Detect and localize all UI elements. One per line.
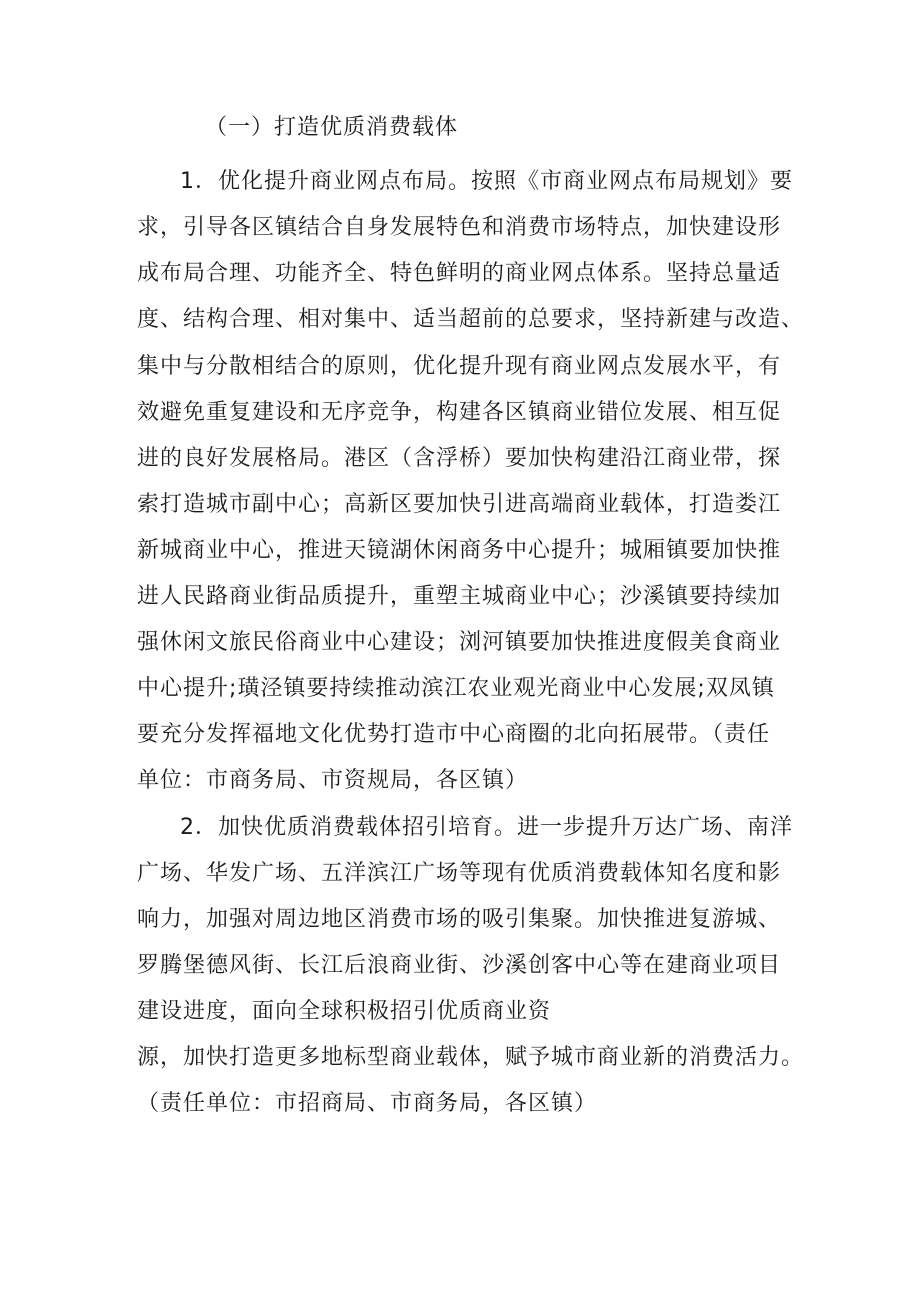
paragraph-line: 中心提升;璜泾镇要持续推动滨江农业观光商业中心发展;双凤镇 xyxy=(137,676,775,701)
paragraph-line: 进的良好发展格局。港区（含浮桥）要加快构建沿江商业带，探 xyxy=(137,446,782,471)
paragraph-line: 1．优化提升商业网点布局。按照《市商业网点布局规划》要 xyxy=(180,169,793,194)
paragraph-line: 响力，加强对周边地区消费市场的吸引集聚。加快推进复游城、 xyxy=(137,907,782,932)
paragraph-line: 集中与分散相结合的原则，优化提升现有商业网点发展水平，有 xyxy=(137,354,782,379)
paragraph-line: 要充分发挥福地文化优势打造市中心商圈的北向拓展带。（责任 xyxy=(137,722,771,747)
paragraph-line: 单位：市商务局、市资规局，各区镇） xyxy=(137,768,529,793)
paragraph-line: 进人民路商业街品质提升，重塑主城商业中心；沙溪镇要持续加 xyxy=(137,584,782,609)
paragraph-line: 2．加快优质消费载体招引培育。进一步提升万达广场、南洋 xyxy=(180,815,793,840)
paragraph-line: （责任单位：市招商局、市商务局，各区镇） xyxy=(137,1091,598,1116)
paragraph-line: 罗腾堡德风街、长江后浪商业街、沙溪创客中心等在建商业项目 xyxy=(137,953,782,978)
paragraph-line: 成布局合理、功能齐全、特色鲜明的商业网点体系。坚持总量适 xyxy=(137,261,782,286)
section-heading: （一）打造优质消费载体 xyxy=(205,115,459,140)
paragraph-line: 索打造城市副中心；高新区要加快引进高端商业载体，打造娄江 xyxy=(137,492,782,517)
paragraph-line: 源，加快打造更多地标型商业载体，赋予城市商业新的消费活力。 xyxy=(137,1045,805,1070)
paragraph-line: 求，引导各区镇结合自身发展特色和消费市场特点，加快建设形 xyxy=(137,215,782,240)
paragraph-line: 度、结构合理、相对集中、适当超前的总要求，坚持新建与改造、 xyxy=(137,307,805,332)
paragraph-line: 强休闲文旅民俗商业中心建设；浏河镇要加快推进度假美食商业 xyxy=(137,630,782,655)
paragraph-line: 建设进度，面向全球积极招引优质商业资 xyxy=(137,999,552,1024)
paragraph-line: 新城商业中心，推进天镜湖休闲商务中心提升；城厢镇要加快推 xyxy=(137,538,782,563)
paragraph-line: 广场、华发广场、五洋滨江广场等现有优质消费载体知名度和影 xyxy=(137,861,782,886)
paragraph-line: 效避免重复建设和无序竞争，构建各区镇商业错位发展、相互促 xyxy=(137,400,782,425)
